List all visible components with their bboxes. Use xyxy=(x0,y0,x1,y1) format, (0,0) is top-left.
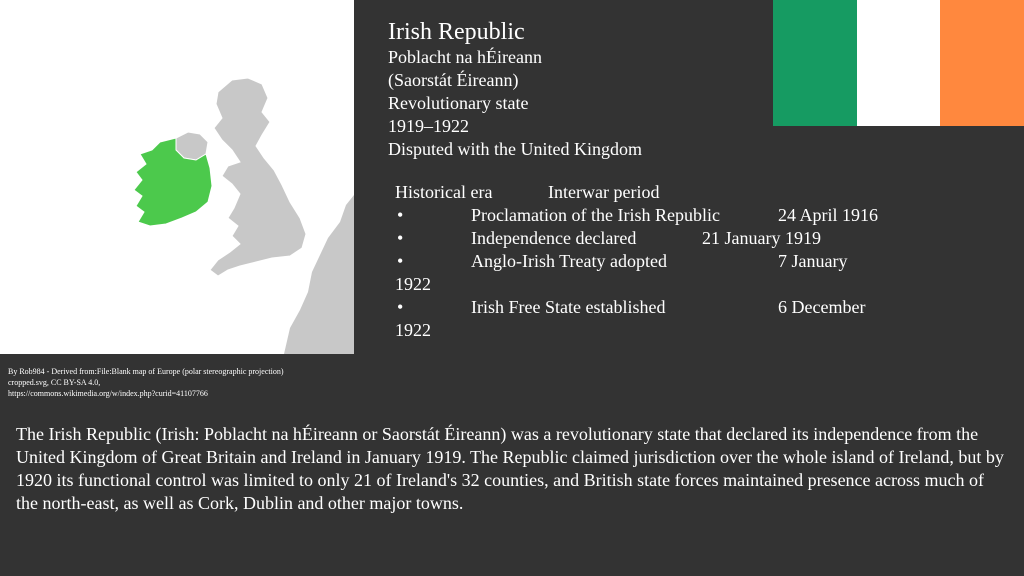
event-date: 7 January xyxy=(778,251,848,271)
era-row xyxy=(395,181,905,204)
flag-orange-stripe xyxy=(940,0,1024,126)
era-value: Interwar period xyxy=(548,182,660,202)
event-row xyxy=(395,227,905,250)
description-paragraph: The Irish Republic (Irish: Poblacht na hÉireann or Saorstát Éireann) was a revolutionary state that declared its independence from the United Kingdom of Great Britain and Ireland in January 1919. The Republic claimed jurisdiction over the whole island of Ireland, but by 1920 its functional control was limited to only 21 of Ireland's 32 counties, and British state forces maintained presence across much of the north-east, as well as Cork, Dublin and other major towns. xyxy=(16,424,1004,513)
event-date-continuation xyxy=(395,273,905,296)
credit-line-1: By Rob984 - Derived from:File:Blank map of Europe (polar stereographic projection) xyxy=(8,367,284,376)
flag-white-stripe xyxy=(857,0,941,126)
event-date: 24 April 1916 xyxy=(778,205,879,225)
event-row xyxy=(395,296,905,319)
event-date-year: 1922 xyxy=(395,274,431,294)
image-credit xyxy=(8,366,348,399)
state-type: Revolutionary state xyxy=(388,93,529,113)
event-date-year: 1922 xyxy=(395,320,431,340)
era-label: Historical era xyxy=(395,182,493,202)
event-name: Irish Free State established xyxy=(471,297,666,317)
locator-map xyxy=(0,0,354,354)
event-date: 21 January 1919 xyxy=(702,228,821,248)
bullet-icon: • xyxy=(397,297,404,317)
event-name: Proclamation of the Irish Republic xyxy=(471,205,720,225)
flag-green-stripe xyxy=(773,0,857,126)
state-title: Irish Republic xyxy=(388,19,525,45)
state-header xyxy=(388,18,768,161)
state-status: Disputed with the United Kingdom xyxy=(388,139,642,159)
flag-of-ireland xyxy=(773,0,1024,126)
event-row xyxy=(395,204,905,227)
native-name: Poblacht na hÉireann xyxy=(388,47,542,67)
credit-line-3: https://commons.wikimedia.org/w/index.php?curid=41107766 xyxy=(8,389,208,398)
alternate-name: (Saorstát Éireann) xyxy=(388,70,519,90)
credit-line-2: cropped.svg, CC BY-SA 4.0, xyxy=(8,378,101,387)
event-name: Independence declared xyxy=(471,228,637,248)
event-date-continuation xyxy=(395,319,905,342)
historical-era-table xyxy=(395,181,905,342)
event-row xyxy=(395,250,905,273)
map-image xyxy=(0,0,354,354)
event-date: 6 December xyxy=(778,297,866,317)
bullet-icon: • xyxy=(397,251,404,271)
bullet-icon: • xyxy=(397,228,404,248)
state-years: 1919–1922 xyxy=(388,116,469,136)
event-name: Anglo-Irish Treaty adopted xyxy=(471,251,667,271)
bullet-icon: • xyxy=(397,205,404,225)
